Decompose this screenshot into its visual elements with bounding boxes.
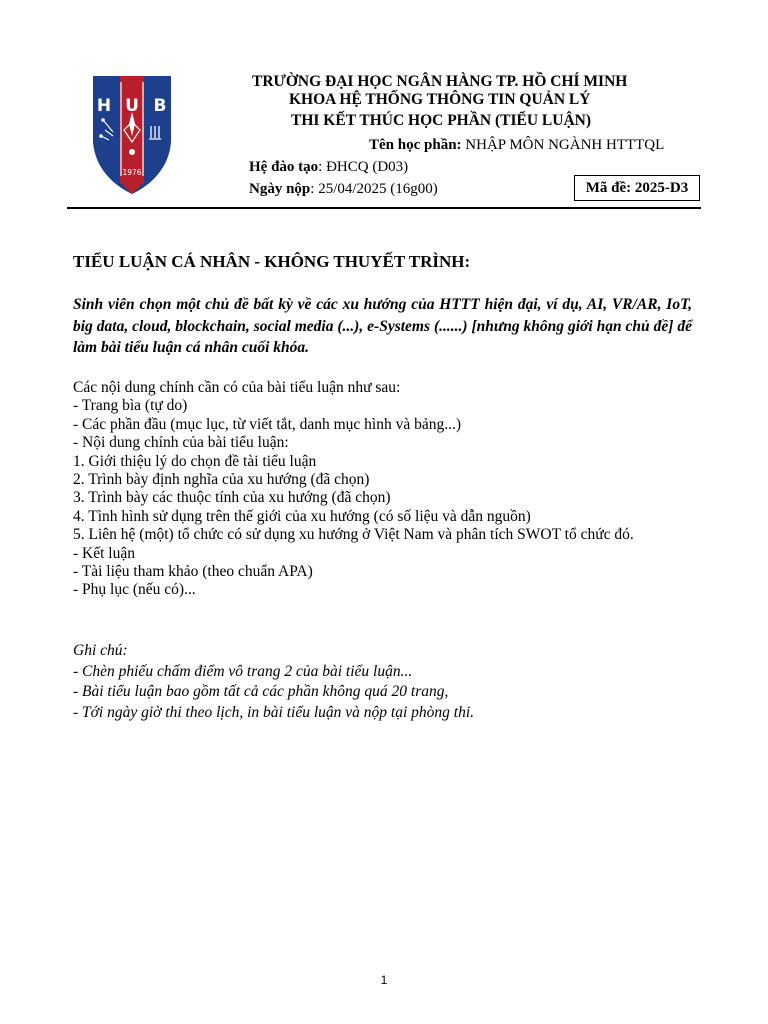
intro-paragraph: Sinh viên chọn một chủ đề bất kỳ về các xu hướng của HTTT hiện đại, ví dụ, AI, VR/AR, IoT, big data, cloud, blockchain, social media (...), e-Systems (......) [nhưng không giới hạn chủ đề] để làm bài tiểu luận cá nhân cuối khóa.: [73, 296, 692, 356]
logo-year: 1976: [122, 168, 142, 177]
submission-value: : 25/04/2025 (16g00): [310, 181, 438, 197]
content-line: - Tài liệu tham khảo (theo chuẩn APA): [73, 563, 313, 581]
faculty-name: KHOA HỆ THỐNG THÔNG TIN QUẢN LÝ: [289, 91, 591, 108]
content-line: 3. Trình bày các thuộc tính của xu hướng (đã chọn): [73, 489, 391, 507]
content-line: 1. Giới thiệu lý do chọn đề tài tiểu luận: [73, 452, 317, 470]
content-line: 5. Liên hệ (một) tổ chức có sử dụng xu hướng ở Việt Nam và phân tích SWOT tổ chức đó.: [73, 526, 634, 544]
notes-section: [73, 641, 703, 723]
header-divider: [67, 207, 701, 209]
training-value: : ĐHCQ (D03): [318, 159, 409, 175]
content-line: - Các phần đầu (mục lục, từ viết tắt, danh mục hình và bảng...): [73, 415, 462, 433]
page-number: 1: [380, 973, 388, 987]
submission-label: Ngày nộp: [249, 181, 311, 197]
content-list: [73, 379, 703, 600]
exam-title: THI KẾT THÚC HỌC PHẦN (TIỂU LUẬN): [291, 112, 591, 129]
training-label: Hệ đào tạo: [249, 159, 319, 175]
logo-letter-h: H: [96, 96, 112, 116]
content-line: - Kết luận: [73, 544, 135, 562]
logo-letter-u: U: [125, 96, 139, 116]
content-line: - Nội dung chính của bài tiểu luận:: [73, 434, 289, 452]
content-line: - Phụ lục (nếu có)...: [73, 581, 196, 599]
content-line: 4. Tình hình sử dụng trên thế giới của xu hướng (có số liệu và dẫn nguồn): [73, 507, 531, 525]
training-system-line: [249, 158, 408, 176]
university-name: TRƯỜNG ĐẠI HỌC NGÂN HÀNG TP. HỒ CHÍ MINH: [252, 73, 628, 90]
course-name-line: [369, 136, 664, 154]
note-line: - Chèn phiếu chấm điểm vô trang 2 của bài tiểu luận...: [73, 662, 413, 680]
note-line: - Tới ngày giờ thi theo lịch, in bài tiểu luận và nộp tại phòng thi.: [73, 703, 475, 721]
section-title: TIỂU LUẬN CÁ NHÂN - KHÔNG THUYẾT TRÌNH:: [73, 252, 471, 271]
submission-date-line: [249, 180, 438, 198]
content-line: 2. Trình bày định nghĩa của xu hướng (đã chọn): [73, 471, 370, 489]
course-value: NHẬP MÔN NGÀNH HTTTQL: [461, 137, 665, 153]
course-label: Tên học phần:: [369, 137, 462, 153]
logo-letter-b: B: [153, 96, 167, 116]
content-line: - Trang bìa (tự do): [73, 397, 188, 415]
exam-code-box: Mã đề: 2025-D3: [574, 175, 700, 201]
university-logo: [91, 72, 173, 196]
note-line: - Bài tiểu luận bao gồm tất cả các phần không quá 20 trang,: [73, 683, 449, 700]
content-line: Các nội dung chính cần có của bài tiểu luận như sau:: [73, 379, 401, 396]
notes-title: Ghi chú:: [73, 642, 128, 659]
